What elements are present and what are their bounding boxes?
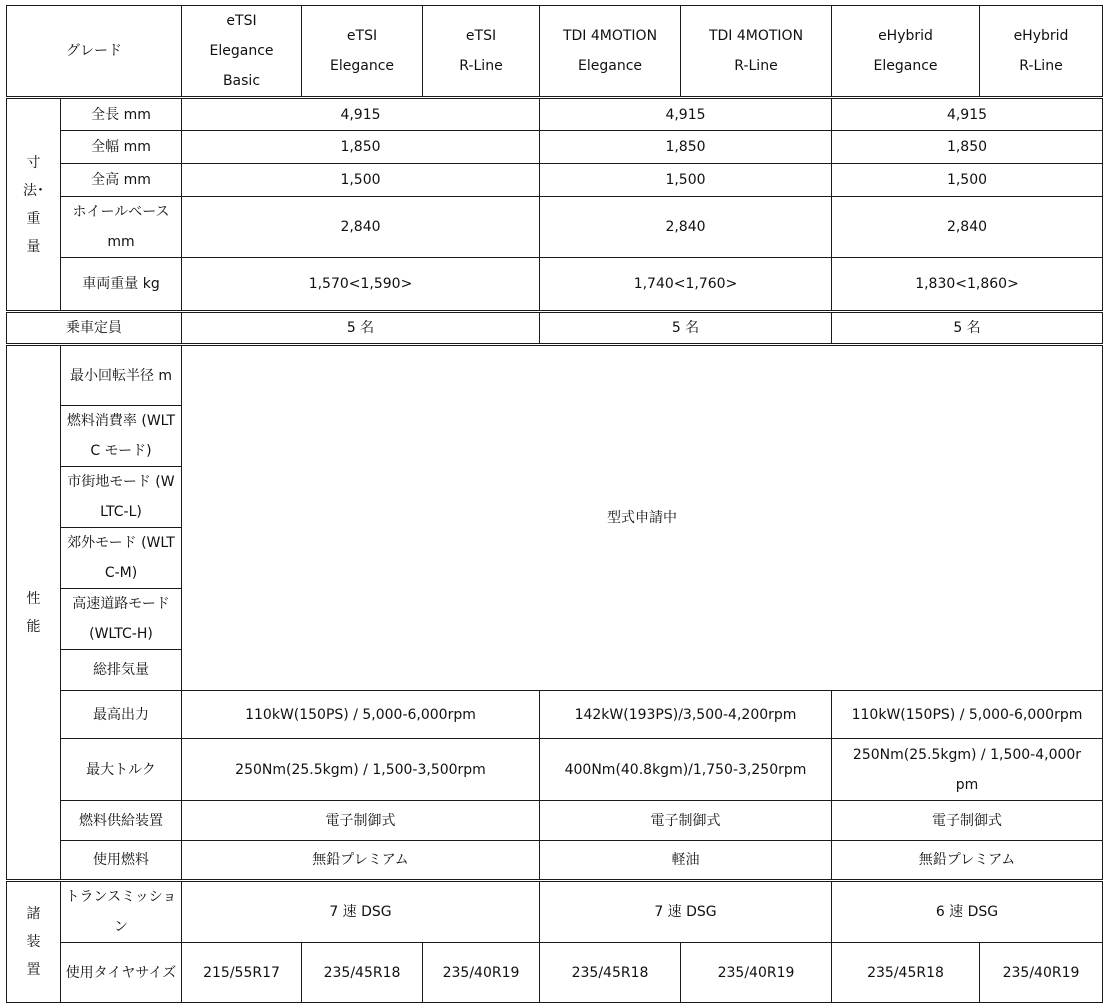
table-row: [7, 739, 1103, 801]
cell-value: 142kW(193PS)/3,500-4,200rpm: [540, 691, 832, 739]
table-row: [7, 164, 1103, 197]
cell-value: 軽油: [540, 841, 832, 881]
cell-value: 1,830<1,860>: [832, 258, 1103, 312]
header-row: [7, 6, 1103, 98]
table-row: [7, 197, 1103, 258]
cell-value: 1,500: [182, 164, 540, 197]
cell-value: 4,915: [182, 98, 540, 131]
grade-col: eTSI Elegance Basic: [182, 6, 302, 98]
cell-value: 1,850: [540, 131, 832, 164]
cell-value: 5 名: [832, 312, 1103, 345]
cell-value: 235/40R19: [681, 943, 832, 1003]
cell-value: 7 速 DSG: [540, 881, 832, 943]
cell-value: 5 名: [540, 312, 832, 345]
row-label: 郊外モード (WLTC-M): [61, 528, 182, 589]
grade-header: グレード: [7, 6, 182, 98]
grade-col: eTSI Elegance: [302, 6, 423, 98]
row-label: 市街地モード (WLTC-L): [61, 467, 182, 528]
grade-col: eHybrid Elegance: [832, 6, 980, 98]
row-label: 燃料供給装置: [61, 801, 182, 841]
row-label: 総排気量: [61, 650, 182, 691]
cell-value: 無鉛プレミアム: [182, 841, 540, 881]
cell-value: 電子制御式: [832, 801, 1103, 841]
row-label: 乗車定員: [7, 312, 182, 345]
row-label: 全高 mm: [61, 164, 182, 197]
cell-value: 235/40R19: [980, 943, 1103, 1003]
row-label: 最小回転半径 m: [61, 345, 182, 406]
grade-col: eHybrid R-Line: [980, 6, 1103, 98]
cell-value: 110kW(150PS) / 5,000-6,000rpm: [182, 691, 540, 739]
group-equipment: 諸 装 置: [7, 881, 61, 1003]
cell-value: 235/45R18: [302, 943, 423, 1003]
grade-col: eTSI R-Line: [423, 6, 540, 98]
row-label: 使用タイヤサイズ: [61, 943, 182, 1003]
row-label: 最高出力: [61, 691, 182, 739]
table-row: [7, 98, 1103, 131]
table-row: [7, 801, 1103, 841]
cell-value: 5 名: [182, 312, 540, 345]
spec-table: [6, 5, 1103, 1003]
cell-value: 235/40R19: [423, 943, 540, 1003]
cell-value: 1,740<1,760>: [540, 258, 832, 312]
row-label: トランスミッション: [61, 881, 182, 943]
cell-value: 4,915: [832, 98, 1103, 131]
cell-value: 6 速 DSG: [832, 881, 1103, 943]
table-row: [7, 131, 1103, 164]
cell-value: 1,500: [832, 164, 1103, 197]
cell-value: 2,840: [182, 197, 540, 258]
cell-value: 電子制御式: [540, 801, 832, 841]
cell-value: 電子制御式: [182, 801, 540, 841]
row-label: ホイールベース mm: [61, 197, 182, 258]
row-label: 最大トルク: [61, 739, 182, 801]
table-row: [7, 881, 1103, 943]
cell-value: 無鉛プレミアム: [832, 841, 1103, 881]
cell-value: 1,570<1,590>: [182, 258, 540, 312]
row-label: 全長 mm: [61, 98, 182, 131]
cell-value: 2,840: [540, 197, 832, 258]
cell-value: 4,915: [540, 98, 832, 131]
row-label: 燃料消費率 (WLTC モード): [61, 406, 182, 467]
cell-value: 235/45R18: [540, 943, 681, 1003]
table-row: [7, 691, 1103, 739]
row-label: 高速道路モード(WLTC-H): [61, 589, 182, 650]
group-size-weight: 寸 法･ 重 量: [7, 98, 61, 312]
grade-col: TDI 4MOTION Elegance: [540, 6, 681, 98]
group-performance: 性 能: [7, 345, 61, 881]
cell-value: 250Nm(25.5kgm) / 1,500-3,500rpm: [182, 739, 540, 801]
cell-value: 235/45R18: [832, 943, 980, 1003]
table-row: [7, 841, 1103, 881]
row-label: 使用燃料: [61, 841, 182, 881]
cell-value: 400Nm(40.8kgm)/1,750-3,250rpm: [540, 739, 832, 801]
pending-cell: 型式申請中: [182, 345, 1103, 691]
grade-col: TDI 4MOTION R-Line: [681, 6, 832, 98]
cell-value: 7 速 DSG: [182, 881, 540, 943]
cell-value: 2,840: [832, 197, 1103, 258]
cell-value: 215/55R17: [182, 943, 302, 1003]
table-row: [7, 312, 1103, 345]
cell-value: 110kW(150PS) / 5,000-6,000rpm: [832, 691, 1103, 739]
row-label: 全幅 mm: [61, 131, 182, 164]
cell-value: 1,850: [182, 131, 540, 164]
table-row: [7, 943, 1103, 1003]
table-row: [7, 258, 1103, 312]
table-row: [7, 345, 1103, 406]
cell-value: 250Nm(25.5kgm) / 1,500-4,000rpm: [832, 739, 1103, 801]
row-label: 車両重量 kg: [61, 258, 182, 312]
cell-value: 1,850: [832, 131, 1103, 164]
cell-value: 1,500: [540, 164, 832, 197]
